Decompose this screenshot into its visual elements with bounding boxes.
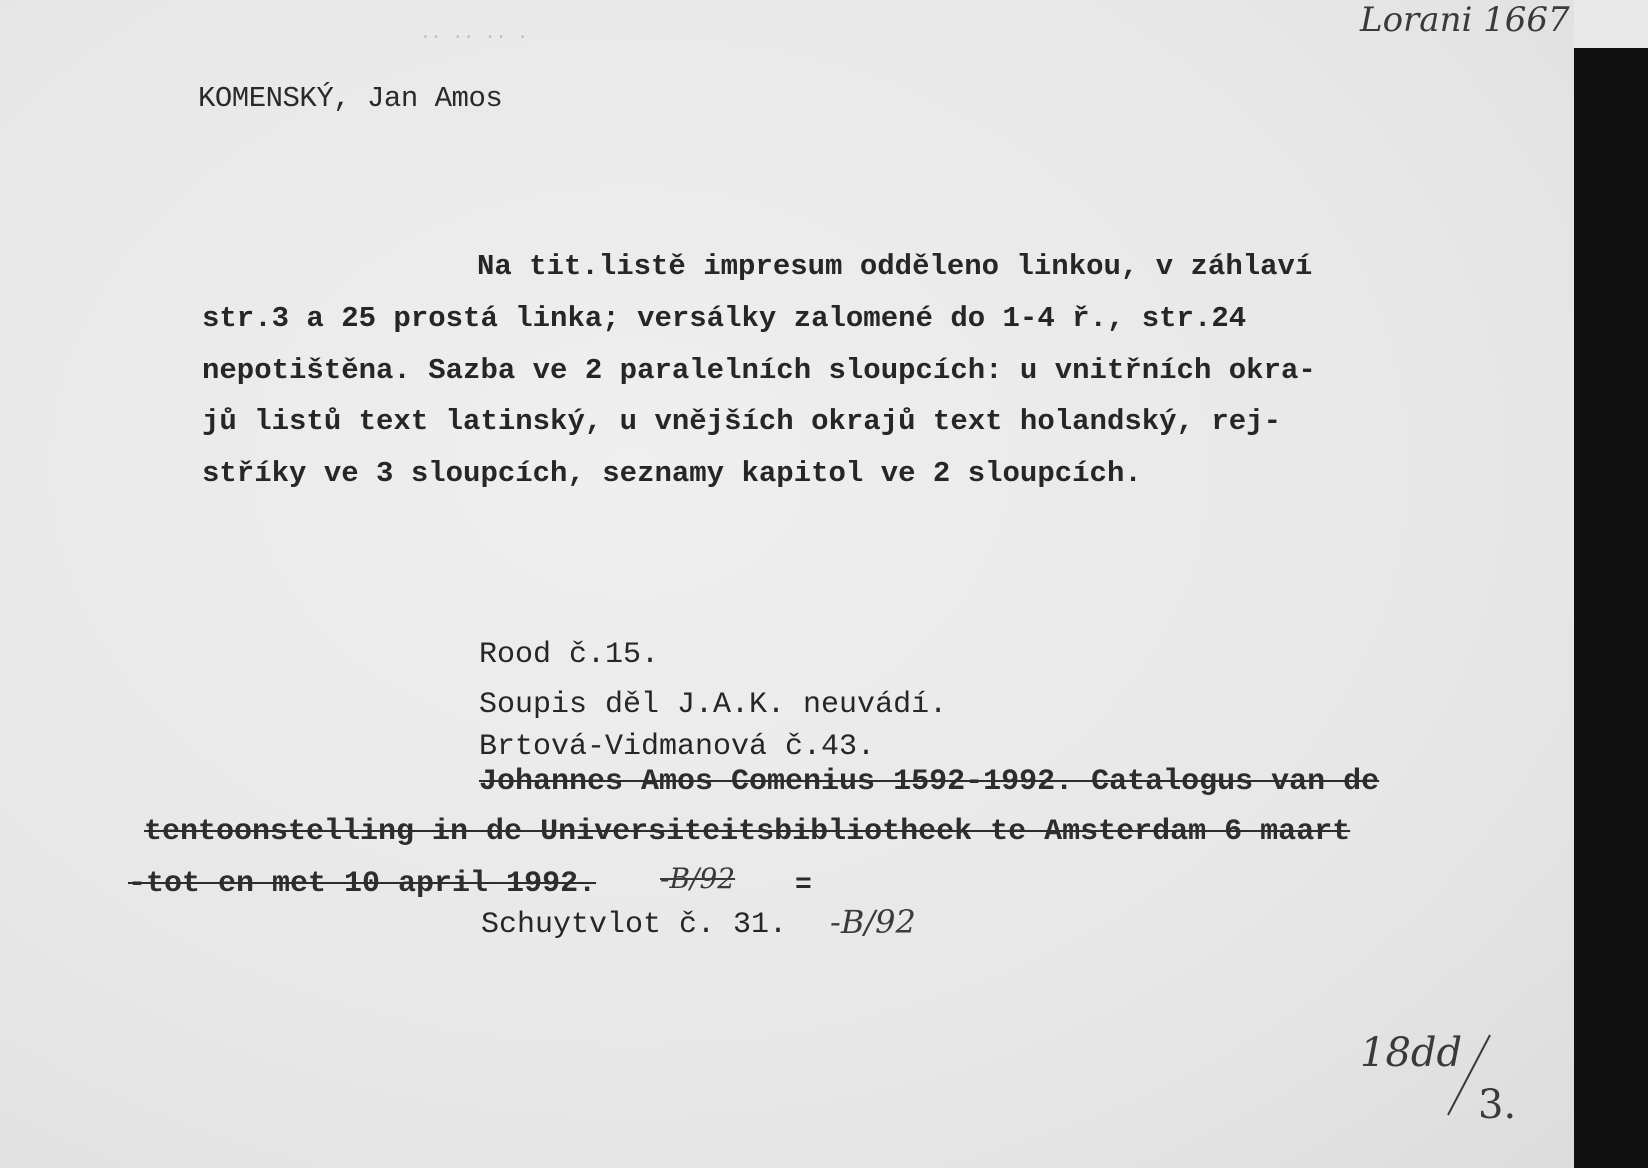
scan-background-corner (1574, 0, 1648, 48)
struck-catalogue-line-1: Johannes Amos Comenius 1592-1992. Catalogus van de (479, 765, 1380, 799)
description-line-5: stříky ve 3 sloupcích, seznamy kapitol ve 2 sloupcích. (202, 457, 1142, 490)
top-right-handwritten-note: Lorani 1667 (1360, 0, 1570, 40)
reference-soupis: Soupis děl J.A.K. neuvádí. (479, 688, 948, 722)
faint-bleed-through: ·· ·· ·· · (420, 28, 529, 48)
scan-background-right (1574, 0, 1648, 1168)
description-line-4: jů listů text latinský, u vnějších okrajů text holandský, rej- (202, 405, 1281, 438)
description-line-1: Na tit.listě impresum odděleno linkou, v záhlaví (477, 250, 1313, 283)
struck-catalogue-line-3: -tot en met 10 april 1992. (128, 867, 597, 901)
reference-brtova-vidmanova: Brtová-Vidmanová č.43. (479, 730, 876, 764)
reference-schuytvlot: Schuytvlot č. 31. (481, 908, 788, 942)
schuytvlot-handwritten-note: -B/92 (830, 903, 916, 941)
description-line-2: str.3 a 25 prostá linka; versálky zalomené do 1-4 ř., str.24 (202, 302, 1247, 335)
author-heading: KOMENSKÝ, Jan Amos (198, 82, 503, 115)
shelfmark-bottom: 3. (1478, 1082, 1517, 1128)
description-line-3: nepotištěna. Sazba ve 2 paralelních sloupcích: u vnitřních okra- (202, 354, 1316, 387)
equals-mark: = (795, 870, 812, 901)
struck-catalogue-line-2: tentoonstelling in de Universiteitsbibliotheek te Amsterdam 6 maart (144, 815, 1351, 849)
struck-handwritten-note: -B/92 (660, 862, 736, 895)
reference-rood: Rood č.15. (479, 638, 660, 672)
shelfmark-top: 18dd (1360, 1030, 1463, 1076)
